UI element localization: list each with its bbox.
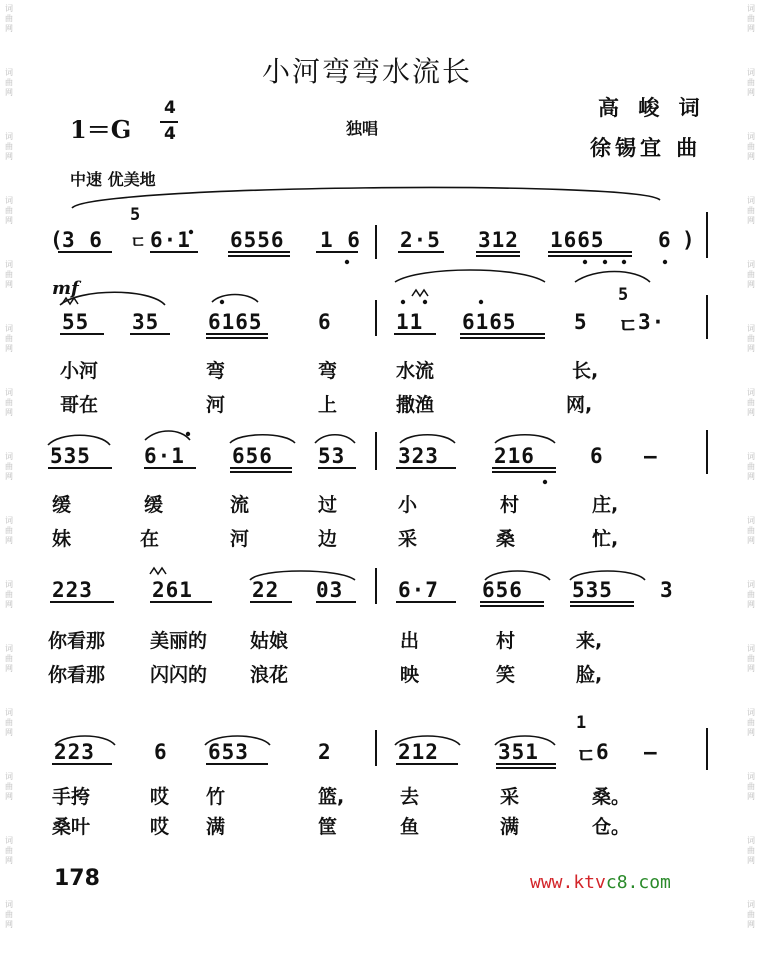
note: — [644, 740, 658, 764]
lyric: 上 [318, 394, 338, 416]
bar-line [706, 728, 708, 770]
note: 03 [316, 578, 344, 602]
lyric: 哎 [150, 816, 170, 838]
watermark-char: 曲 [747, 334, 755, 343]
lyric: 河 [230, 528, 250, 550]
lyric: 鱼 [400, 816, 420, 838]
watermark-char: 曲 [747, 398, 755, 407]
bar-line [375, 300, 377, 336]
bar-line [375, 568, 377, 604]
watermark-char: 词 [747, 388, 755, 397]
watermark-char: 词 [747, 708, 755, 717]
watermark-char: 网 [747, 216, 755, 225]
lyric: 映 [400, 664, 420, 686]
note: 2 [318, 740, 332, 764]
site-url-main[interactable]: www.ktv [530, 872, 606, 893]
intro-note: 1665 [550, 228, 605, 252]
note: 223 [54, 740, 95, 764]
intro-close-paren: ) [682, 228, 696, 252]
watermark-char: 网 [747, 728, 755, 737]
watermark-char: 词 [5, 708, 13, 717]
watermark-char: 曲 [5, 142, 13, 151]
slur [230, 435, 295, 443]
lyric: 哎 [150, 786, 170, 808]
watermark-char: 网 [5, 152, 13, 161]
watermark-char: 词 [5, 580, 13, 589]
watermark-char: 网 [5, 856, 13, 865]
grace-note: 5 [618, 285, 630, 305]
watermark-char: 曲 [5, 270, 13, 279]
watermark-char: 词 [5, 68, 13, 77]
watermark-char: 词 [747, 324, 755, 333]
watermark-char: 词 [5, 324, 13, 333]
intro-note: 312 [478, 228, 519, 252]
note: 3 [660, 578, 674, 602]
watermark-char: 词 [747, 772, 755, 781]
intro-note: 1 6 [320, 228, 361, 252]
note: 53 [318, 444, 346, 468]
watermark-char: 曲 [747, 846, 755, 855]
lyric: 笑 [496, 664, 516, 686]
watermark-char: 网 [747, 792, 755, 801]
slur [400, 435, 455, 443]
note: 223 [52, 578, 93, 602]
watermark-char: 网 [5, 216, 13, 225]
time-signature-denominator: 4 [164, 124, 176, 144]
slur [495, 435, 555, 443]
note: 535 [572, 578, 613, 602]
watermark-char: 网 [5, 664, 13, 673]
watermark-char: 词 [5, 900, 13, 909]
watermark-char: 曲 [5, 846, 13, 855]
note: 55 [62, 310, 90, 334]
watermark-char: 网 [5, 536, 13, 545]
lyric: 小河 [60, 360, 99, 382]
intro-open-paren: ( [50, 228, 64, 252]
watermark-char: 曲 [747, 206, 755, 215]
watermark-char: 词 [5, 132, 13, 141]
watermark-char: 曲 [5, 398, 13, 407]
watermark-char: 曲 [747, 78, 755, 87]
watermark-char: 词 [5, 388, 13, 397]
watermark-char: 词 [747, 4, 755, 13]
lyric: 哥在 [60, 394, 99, 416]
watermark-char: 曲 [5, 718, 13, 727]
key-signature: 1＝G [70, 115, 132, 144]
lyric: 采 [398, 528, 418, 550]
site-url-tail[interactable]: c8.com [605, 872, 671, 893]
watermark-char: 词 [5, 772, 13, 781]
watermark-char: 词 [5, 516, 13, 525]
grace-note: 5 [130, 205, 142, 225]
grace-hook: ㄷ [576, 744, 598, 768]
watermark-char: 词 [747, 644, 755, 653]
lyric: 桑。 [592, 786, 631, 808]
watermark-char: 词 [747, 68, 755, 77]
watermark-char: 词 [5, 644, 13, 653]
lyric: 满 [500, 816, 520, 838]
note: 6165 [462, 310, 517, 334]
note: 6·7 [398, 578, 439, 602]
note: 656 [232, 444, 273, 468]
bar-line [375, 432, 377, 470]
watermark-char: 词 [5, 836, 13, 845]
note: 212 [398, 740, 439, 764]
composer: 徐锡宜 曲 [590, 136, 702, 160]
watermark-char: 曲 [5, 78, 13, 87]
bar-line [706, 430, 708, 474]
note: 22 [252, 578, 280, 602]
watermark-char: 曲 [747, 654, 755, 663]
lyric: 出 [400, 630, 420, 652]
watermark-char: 网 [5, 344, 13, 353]
lyric: 妹 [52, 528, 72, 550]
watermark-char: 曲 [747, 910, 755, 919]
watermark-char: 网 [5, 408, 13, 417]
slur [212, 295, 258, 303]
note: 6165 [208, 310, 263, 334]
lyric: 弯 [318, 360, 338, 382]
watermark-char: 网 [747, 664, 755, 673]
watermark-char: 网 [5, 600, 13, 609]
lyric: 村 [496, 630, 516, 652]
watermark-char: 网 [5, 88, 13, 97]
note: 11 [396, 310, 424, 334]
slur [315, 435, 355, 443]
watermark-char: 曲 [5, 910, 13, 919]
watermark-char: 曲 [747, 590, 755, 599]
note: — [644, 444, 658, 468]
intro-note: 2·5 [400, 228, 441, 252]
lyric: 美丽的 [150, 630, 208, 652]
grace-hook: ㄷ [618, 314, 640, 338]
lyric: 脸, [576, 664, 603, 686]
watermark-char: 网 [747, 408, 755, 417]
watermark-char: 词 [5, 260, 13, 269]
lyric: 长, [572, 360, 599, 382]
lyric: 仓。 [592, 816, 631, 838]
watermark-char: 词 [747, 516, 755, 525]
watermark-char: 词 [5, 452, 13, 461]
note: 6 [596, 740, 610, 764]
lyric: 你看那 [48, 630, 106, 652]
watermark-char: 网 [747, 600, 755, 609]
lyric: 筐 [318, 816, 338, 838]
note: 535 [50, 444, 91, 468]
watermark-char: 曲 [747, 526, 755, 535]
time-signature-numerator: 4 [164, 98, 176, 118]
watermark-char: 词 [5, 196, 13, 205]
intro-note: 6·1 [150, 228, 191, 252]
intro-note: 3 6 [62, 228, 103, 252]
song-title: 小河弯弯水流长 [262, 55, 473, 88]
watermark-char: 词 [747, 836, 755, 845]
watermark-char: 曲 [747, 782, 755, 791]
lyric: 你看那 [48, 664, 106, 686]
watermark-char: 网 [5, 792, 13, 801]
lyric: 手挎 [52, 786, 91, 808]
lyric: 竹 [206, 786, 226, 808]
bar-line [375, 225, 377, 259]
watermark-char: 网 [747, 920, 755, 929]
watermark-char: 曲 [5, 526, 13, 535]
grace-note: 1 [576, 713, 588, 733]
lyric: 忙, [592, 528, 619, 550]
watermark-char: 词 [747, 132, 755, 141]
bar-line [706, 212, 708, 258]
watermark-char: 网 [5, 280, 13, 289]
lyric: 流 [230, 494, 250, 516]
watermark-char: 网 [5, 920, 13, 929]
note: 351 [498, 740, 539, 764]
watermark-char: 曲 [5, 334, 13, 343]
note: 3· [638, 310, 666, 334]
note: 5 [574, 310, 588, 334]
lyric: 采 [500, 786, 520, 808]
note: 261 [152, 578, 193, 602]
grace-hook: ㄷ [130, 233, 148, 253]
watermark-char: 词 [5, 4, 13, 13]
watermark-char: 曲 [5, 206, 13, 215]
watermark-char: 曲 [747, 462, 755, 471]
watermark-char: 网 [5, 728, 13, 737]
lyric: 弯 [206, 360, 226, 382]
lyric: 河 [206, 394, 226, 416]
lyric: 过 [318, 494, 338, 516]
page-number: 178 [54, 866, 100, 891]
note: 656 [482, 578, 523, 602]
lyric: 桑叶 [52, 816, 91, 838]
lyric: 来, [576, 630, 603, 652]
slur [395, 270, 545, 282]
watermark-char: 网 [5, 472, 13, 481]
intro-note: 6 [658, 228, 672, 252]
site-url[interactable] [530, 872, 671, 893]
watermark-char: 曲 [5, 782, 13, 791]
lyric: 在 [140, 528, 160, 550]
lyric: 姑娘 [250, 630, 289, 652]
note: 6·1 [144, 444, 185, 468]
note: 323 [398, 444, 439, 468]
watermark-char: 词 [747, 260, 755, 269]
watermark-char: 曲 [747, 14, 755, 23]
watermark-char: 词 [747, 196, 755, 205]
note: 6 [318, 310, 332, 334]
lyric: 去 [400, 786, 420, 808]
dynamic-marking: mf [52, 278, 79, 299]
lyric: 缓 [52, 494, 72, 516]
lyric: 撒渔 [396, 394, 435, 416]
watermark-char: 网 [5, 24, 13, 33]
watermark-char: 网 [747, 24, 755, 33]
watermark-char: 词 [747, 900, 755, 909]
note: 216 [494, 444, 535, 468]
bar-line [706, 295, 708, 339]
watermark-char: 词 [747, 580, 755, 589]
slur [145, 431, 190, 440]
bar-line [375, 730, 377, 766]
lyricist: 高 峻 词 [598, 96, 706, 120]
lyric: 篮, [318, 786, 345, 808]
note: 6 [154, 740, 168, 764]
watermark-char: 网 [747, 344, 755, 353]
lyric: 满 [206, 816, 226, 838]
watermark-char: 网 [747, 856, 755, 865]
watermark-char: 网 [747, 88, 755, 97]
lyric: 网, [566, 394, 593, 416]
lyric: 闪闪的 [150, 664, 208, 686]
watermark-char: 网 [747, 280, 755, 289]
watermark-char: 网 [747, 536, 755, 545]
lyric: 边 [318, 528, 338, 550]
intro-note: 6556 [230, 228, 285, 252]
watermark-char: 网 [747, 472, 755, 481]
slur [575, 272, 650, 283]
note: 653 [208, 740, 249, 764]
performance-form: 独唱 [346, 119, 379, 138]
lyric: 水流 [396, 360, 435, 382]
watermark-char: 曲 [5, 14, 13, 23]
lyric: 村 [500, 494, 520, 516]
watermark-char: 曲 [747, 718, 755, 727]
note: 6 [590, 444, 604, 468]
watermark-char: 词 [747, 452, 755, 461]
watermark-char: 曲 [5, 462, 13, 471]
lyric: 小 [398, 494, 418, 516]
lyric: 庄, [592, 494, 619, 516]
lyric: 浪花 [250, 664, 289, 686]
watermark-char: 曲 [5, 654, 13, 663]
lyric: 桑 [496, 528, 516, 550]
watermark-char: 曲 [747, 142, 755, 151]
phrase-arc [72, 188, 660, 208]
note: 35 [132, 310, 160, 334]
watermark-char: 曲 [747, 270, 755, 279]
tempo-marking: 中速 优美地 [70, 170, 156, 189]
watermark-char: 网 [747, 152, 755, 161]
lyric: 缓 [144, 494, 164, 516]
watermark-char: 曲 [5, 590, 13, 599]
